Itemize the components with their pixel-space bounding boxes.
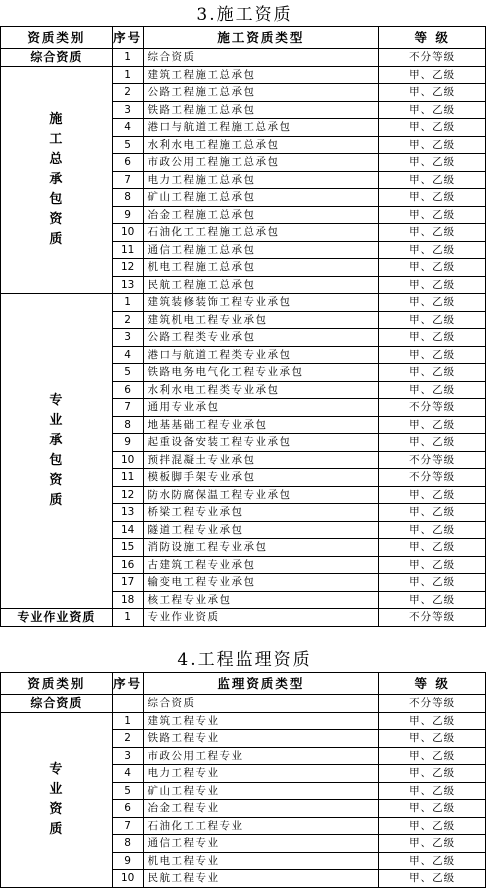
type-cell[interactable]: 消防设施工程专业承包 — [143, 539, 379, 557]
number-cell[interactable]: 7 — [112, 817, 143, 835]
number-cell[interactable]: 2 — [112, 84, 143, 102]
category-char: 质 — [49, 821, 64, 837]
grade-cell[interactable]: 甲、乙级 — [379, 259, 486, 277]
grade-cell[interactable]: 不分等级 — [379, 451, 486, 469]
number-cell[interactable]: 5 — [112, 782, 143, 800]
number-cell[interactable]: 16 — [112, 556, 143, 574]
grade-cell[interactable]: 甲、乙级 — [379, 364, 486, 382]
grade-cell[interactable]: 甲、乙级 — [379, 591, 486, 609]
type-cell[interactable]: 建筑工程施工总承包 — [143, 66, 379, 84]
grade-cell[interactable]: 甲、乙级 — [379, 782, 486, 800]
number-cell[interactable]: 3 — [112, 329, 143, 347]
number-cell[interactable]: 7 — [112, 399, 143, 417]
type-cell[interactable]: 公路工程类专业承包 — [143, 329, 379, 347]
type-cell[interactable]: 石油化工工程专业 — [143, 817, 379, 835]
grade-cell[interactable]: 甲、乙级 — [379, 154, 486, 172]
grade-cell[interactable]: 甲、乙级 — [379, 136, 486, 154]
number-cell[interactable]: 18 — [112, 591, 143, 609]
number-cell[interactable]: 8 — [112, 416, 143, 434]
number-cell[interactable]: 2 — [112, 311, 143, 329]
number-cell[interactable]: 6 — [112, 381, 143, 399]
grade-cell[interactable]: 甲、乙级 — [379, 835, 486, 853]
number-cell[interactable]: 3 — [112, 101, 143, 119]
section4-title: 4.工程监理资质 — [177, 650, 312, 670]
number-cell[interactable]: 4 — [112, 765, 143, 783]
type-cell[interactable]: 建筑工程专业 — [143, 712, 379, 730]
number-cell[interactable]: 3 — [112, 747, 143, 765]
grade-cell[interactable]: 甲、乙级 — [379, 504, 486, 522]
number-cell[interactable]: 1 — [112, 49, 143, 67]
grade-cell[interactable]: 不分等级 — [379, 609, 486, 627]
number-cell[interactable]: 10 — [112, 870, 143, 888]
number-cell[interactable] — [112, 695, 143, 713]
grade-cell[interactable]: 甲、乙级 — [379, 329, 486, 347]
type-cell[interactable]: 综合资质 — [143, 49, 379, 67]
type-cell[interactable]: 桥梁工程专业承包 — [143, 504, 379, 522]
category-char: 专 — [49, 761, 64, 777]
grade-cell[interactable]: 甲、乙级 — [379, 747, 486, 765]
number-header[interactable]: 序号 — [112, 673, 143, 695]
type-cell[interactable]: 机电工程施工总承包 — [143, 259, 379, 277]
category-char: 资 — [49, 473, 64, 488]
grade-cell[interactable]: 甲、乙级 — [379, 276, 486, 294]
number-cell[interactable]: 8 — [112, 189, 143, 207]
type-cell[interactable]: 古建筑工程专业承包 — [143, 556, 379, 574]
type-cell[interactable]: 地基基础工程专业承包 — [143, 416, 379, 434]
category-labor[interactable]: 专业作业资质 — [1, 609, 113, 627]
number-cell[interactable]: 8 — [112, 835, 143, 853]
number-cell[interactable]: 11 — [112, 469, 143, 487]
grade-cell[interactable]: 甲、乙级 — [379, 434, 486, 452]
number-cell[interactable]: 9 — [112, 852, 143, 870]
number-cell[interactable]: 6 — [112, 154, 143, 172]
grade-cell[interactable]: 甲、乙级 — [379, 66, 486, 84]
grade-cell[interactable]: 甲、乙级 — [379, 556, 486, 574]
grade-cell[interactable]: 甲、乙级 — [379, 712, 486, 730]
grade-cell[interactable]: 不分等级 — [379, 469, 486, 487]
grade-cell[interactable]: 甲、乙级 — [379, 817, 486, 835]
type-cell[interactable]: 预拌混凝土专业承包 — [143, 451, 379, 469]
grade-cell[interactable]: 甲、乙级 — [379, 101, 486, 119]
grade-cell[interactable]: 甲、乙级 — [379, 574, 486, 592]
category-comprehensive[interactable]: 综合资质 — [1, 695, 113, 713]
type-cell[interactable]: 综合资质 — [143, 695, 379, 713]
grade-cell[interactable]: 甲、乙级 — [379, 346, 486, 364]
type-cell[interactable]: 港口与航道工程施工总承包 — [143, 119, 379, 137]
type-cell[interactable]: 隧道工程专业承包 — [143, 521, 379, 539]
type-cell[interactable]: 模板脚手架专业承包 — [143, 469, 379, 487]
number-cell[interactable]: 4 — [112, 346, 143, 364]
number-cell[interactable]: 12 — [112, 486, 143, 504]
category-char: 质 — [49, 231, 64, 247]
grade-cell[interactable]: 甲、乙级 — [379, 241, 486, 259]
grade-cell[interactable]: 甲、乙级 — [379, 800, 486, 818]
header-row — [1, 673, 486, 695]
number-cell[interactable]: 13 — [112, 276, 143, 294]
type-cell[interactable]: 民航工程专业 — [143, 870, 379, 888]
construction-qualification-table — [0, 26, 486, 627]
type-cell[interactable]: 水利水电工程类专业承包 — [143, 381, 379, 399]
grade-cell[interactable]: 甲、乙级 — [379, 539, 486, 557]
category-comprehensive[interactable]: 综合资质 — [1, 49, 113, 67]
category-char: 包 — [49, 453, 64, 468]
number-cell[interactable]: 5 — [112, 364, 143, 382]
grade-cell[interactable]: 甲、乙级 — [379, 870, 486, 888]
grade-header[interactable]: 等 级 — [379, 27, 486, 49]
grade-cell[interactable]: 甲、乙级 — [379, 381, 486, 399]
type-cell[interactable]: 起重设备安装工程专业承包 — [143, 434, 379, 452]
grade-cell[interactable]: 甲、乙级 — [379, 416, 486, 434]
type-cell[interactable]: 水利水电工程施工总承包 — [143, 136, 379, 154]
category-char: 承 — [49, 171, 64, 187]
number-cell[interactable]: 1 — [112, 294, 143, 312]
number-cell[interactable]: 11 — [112, 241, 143, 259]
category-char: 专 — [49, 393, 64, 408]
grade-cell[interactable]: 甲、乙级 — [379, 486, 486, 504]
type-cell[interactable]: 矿山工程施工总承包 — [143, 189, 379, 207]
grade-cell[interactable]: 甲、乙级 — [379, 852, 486, 870]
number-cell[interactable]: 17 — [112, 574, 143, 592]
type-cell[interactable]: 机电工程专业 — [143, 852, 379, 870]
table-row — [1, 609, 486, 627]
category-char: 工 — [49, 131, 64, 147]
number-cell[interactable]: 6 — [112, 800, 143, 818]
category-char: 业 — [49, 413, 64, 428]
type-cell[interactable]: 铁路工程施工总承包 — [143, 101, 379, 119]
category-header[interactable]: 资质类别 — [1, 27, 113, 49]
category-char: 质 — [49, 493, 64, 508]
type-header[interactable]: 施工资质类型 — [143, 27, 379, 49]
table-row — [1, 66, 486, 84]
number-cell[interactable]: 5 — [112, 136, 143, 154]
number-cell[interactable]: 7 — [112, 171, 143, 189]
type-cell[interactable]: 市政公用工程专业 — [143, 747, 379, 765]
category-char: 承 — [49, 433, 64, 448]
type-cell[interactable]: 通信工程施工总承包 — [143, 241, 379, 259]
type-cell[interactable]: 通用专业承包 — [143, 399, 379, 417]
type-cell[interactable]: 专业作业资质 — [143, 609, 379, 627]
table-row — [1, 695, 486, 713]
supervision-qualification-table — [0, 672, 486, 888]
grade-cell[interactable]: 甲、乙级 — [379, 730, 486, 748]
category-char: 资 — [49, 211, 64, 227]
category-char: 业 — [49, 781, 64, 797]
type-cell[interactable]: 建筑机电工程专业承包 — [143, 311, 379, 329]
type-cell[interactable]: 港口与航道工程类专业承包 — [143, 346, 379, 364]
type-cell[interactable]: 铁路工程专业 — [143, 730, 379, 748]
grade-cell[interactable]: 甲、乙级 — [379, 84, 486, 102]
grade-cell[interactable]: 甲、乙级 — [379, 311, 486, 329]
category-char: 总 — [49, 151, 64, 167]
number-cell[interactable]: 10 — [112, 224, 143, 242]
type-cell[interactable]: 公路工程施工总承包 — [143, 84, 379, 102]
type-cell[interactable]: 石油化工工程施工总承包 — [143, 224, 379, 242]
number-cell[interactable]: 1 — [112, 712, 143, 730]
type-cell[interactable]: 通信工程专业 — [143, 835, 379, 853]
type-cell[interactable]: 冶金工程专业 — [143, 800, 379, 818]
number-cell[interactable]: 1 — [112, 66, 143, 84]
type-cell[interactable]: 电力工程专业 — [143, 765, 379, 783]
header-row — [1, 27, 486, 49]
number-header[interactable]: 序号 — [112, 27, 143, 49]
grade-cell[interactable]: 甲、乙级 — [379, 765, 486, 783]
category-specialized-contracting[interactable] — [1, 294, 113, 609]
category-general-contracting[interactable] — [1, 66, 113, 294]
section3-title: 3.施工资质 — [196, 5, 293, 25]
number-cell[interactable]: 12 — [112, 259, 143, 277]
type-cell[interactable]: 民航工程施工总承包 — [143, 276, 379, 294]
grade-cell[interactable]: 不分等级 — [379, 49, 486, 67]
number-cell[interactable]: 9 — [112, 434, 143, 452]
type-cell[interactable]: 市政公用工程施工总承包 — [143, 154, 379, 172]
number-cell[interactable]: 15 — [112, 539, 143, 557]
grade-cell[interactable]: 甲、乙级 — [379, 206, 486, 224]
type-header[interactable]: 监理资质类型 — [143, 673, 379, 695]
category-char: 资 — [49, 801, 64, 817]
type-cell[interactable]: 防水防腐保温工程专业承包 — [143, 486, 379, 504]
grade-cell[interactable]: 甲、乙级 — [379, 189, 486, 207]
grade-cell[interactable]: 不分等级 — [379, 695, 486, 713]
table-row — [1, 294, 486, 312]
table-row — [1, 49, 486, 67]
grade-cell[interactable]: 甲、乙级 — [379, 294, 486, 312]
type-cell[interactable]: 核工程专业承包 — [143, 591, 379, 609]
type-cell[interactable]: 建筑装修装饰工程专业承包 — [143, 294, 379, 312]
category-specialized[interactable] — [1, 712, 113, 887]
grade-cell[interactable]: 不分等级 — [379, 399, 486, 417]
type-cell[interactable]: 矿山工程专业 — [143, 782, 379, 800]
type-cell[interactable]: 电力工程施工总承包 — [143, 171, 379, 189]
number-cell[interactable]: 2 — [112, 730, 143, 748]
number-cell[interactable]: 14 — [112, 521, 143, 539]
number-cell[interactable]: 1 — [112, 609, 143, 627]
number-cell[interactable]: 10 — [112, 451, 143, 469]
grade-cell[interactable]: 甲、乙级 — [379, 119, 486, 137]
category-header[interactable]: 资质类别 — [1, 673, 113, 695]
type-cell[interactable]: 输变电工程专业承包 — [143, 574, 379, 592]
grade-header[interactable]: 等 级 — [379, 673, 486, 695]
number-cell[interactable]: 13 — [112, 504, 143, 522]
number-cell[interactable]: 4 — [112, 119, 143, 137]
grade-cell[interactable]: 甲、乙级 — [379, 224, 486, 242]
type-cell[interactable]: 冶金工程施工总承包 — [143, 206, 379, 224]
number-cell[interactable]: 9 — [112, 206, 143, 224]
category-char: 施 — [49, 111, 64, 127]
grade-cell[interactable]: 甲、乙级 — [379, 521, 486, 539]
type-cell[interactable]: 铁路电务电气化工程专业承包 — [143, 364, 379, 382]
table-row — [1, 712, 486, 730]
category-char: 包 — [49, 191, 64, 207]
grade-cell[interactable]: 甲、乙级 — [379, 171, 486, 189]
